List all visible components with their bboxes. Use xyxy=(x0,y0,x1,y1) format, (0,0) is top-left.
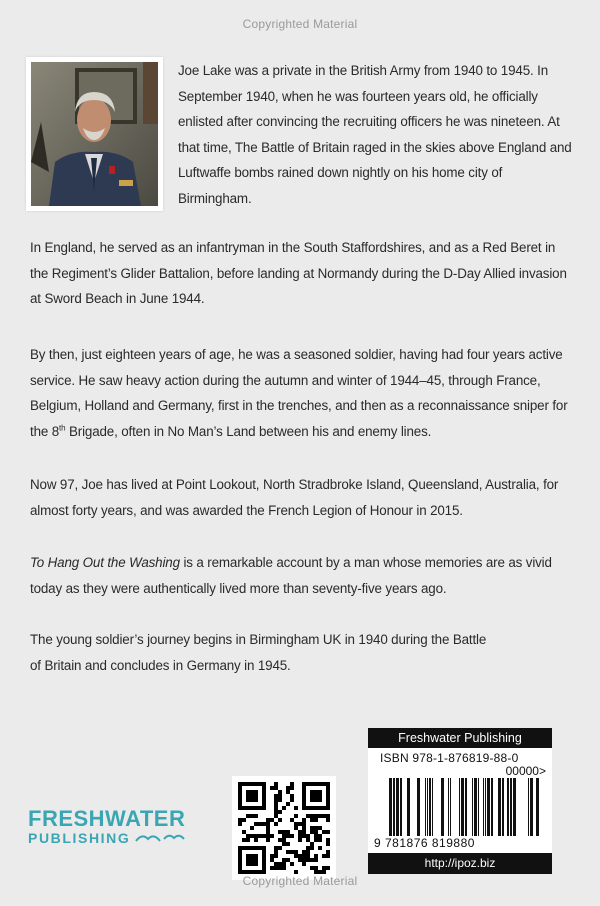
bio-paragraph-1: Joe Lake was a private in the British Army from 1940 to 1945. In September 1940, when he was fourteen years old, he officially enlisted after convincing the recruiting officers he was nineteen. At that time, The Battle of Britain raged in the skies above England and Luftwaffe bombs rained down nightly on his home city of Birmingham. xyxy=(178,63,572,206)
bio-paragraph-3 xyxy=(30,342,575,444)
barcode-bars-icon xyxy=(380,778,545,836)
superscript-th: th xyxy=(59,423,66,433)
book-title: To Hang Out the Washing xyxy=(30,555,180,570)
logo-text-publishing-row xyxy=(28,830,203,846)
isbn-barcode-box xyxy=(368,728,552,874)
bird-icon xyxy=(134,831,192,845)
bio-paragraph-6: The young soldier’s journey begins in Birmingham UK in 1940 during the Battle of Britain and concludes in Germany in 1945. xyxy=(30,632,487,673)
barcode-isbn: ISBN 978-1-876819-88-0 xyxy=(380,751,519,765)
barcode-url: http://ipoz.biz xyxy=(368,853,552,874)
logo-text-freshwater: FRESHWATER xyxy=(28,806,186,831)
barcode-addon: 00000> xyxy=(505,764,546,778)
bio-paragraph-3-part-b: Brigade, often in No Man’s Land between his and enemy lines. xyxy=(65,423,432,439)
logo-text-publishing: PUBLISHING xyxy=(28,830,131,846)
author-photo xyxy=(26,57,163,211)
bio-paragraph-3-part-a: By then, just eighteen years of age, he was a seasoned soldier, having had four years active service. He saw heavy action during the autumn and winter of 1944–45, through France, Belgium, Holland and Germany, first in the trenches, and then as a reconnaissance sniper for the 8 xyxy=(30,347,568,439)
watermark-bottom: Copyrighted Material xyxy=(242,874,358,888)
publisher-logo xyxy=(28,808,203,854)
qr-code-icon xyxy=(238,782,330,874)
barcode-publisher: Freshwater Publishing xyxy=(368,728,552,748)
qr-code xyxy=(232,776,336,880)
watermark-top: Copyrighted Material xyxy=(242,17,358,31)
bio-paragraph-2: In England, he served as an infantryman in the South Staffordshires, and as a Red Beret in the Regiment’s Glider Battalion, before landing at Normandy during the D-Day Allied invasion at Sword Beach in June 1944. xyxy=(30,240,567,306)
bio-paragraph-5 xyxy=(30,550,575,601)
author-portrait-image xyxy=(31,62,158,206)
bio-paragraph-4: Now 97, Joe has lived at Point Lookout, North Stradbroke Island, Queensland, Australia, for almost forty years, and was awarded the French Legion of Honour in 2015. xyxy=(30,477,559,518)
barcode-digits: 9 781876 819880 xyxy=(374,836,475,850)
bio-paragraph-5-rest: is a remarkable account by a man whose memories are as vivid today as they were authentically lived more than seventy-five years ago. xyxy=(30,555,552,596)
